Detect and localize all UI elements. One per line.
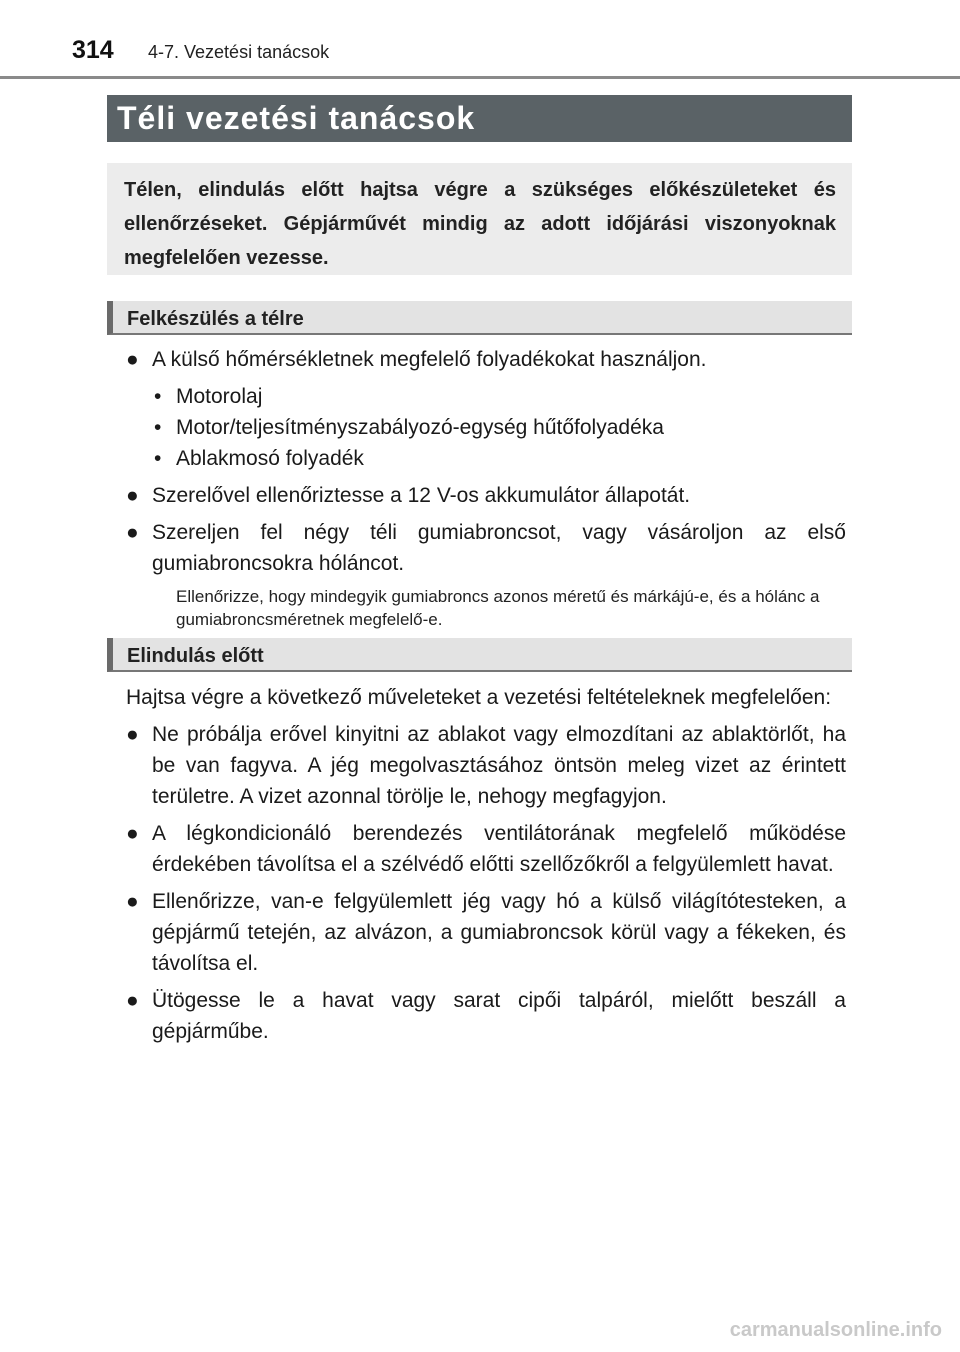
page-number: 314: [72, 36, 114, 64]
intro-box: Télen, elindulás előtt hajtsa végre a szükséges előkészületeket és ellenőrzéseket. Gépjárművét mindig az adott időjárási viszonyoknak megfelelően vezesse.: [107, 163, 852, 275]
bullet-icon: ●: [126, 348, 139, 371]
list-item: [126, 517, 846, 579]
page-header: [0, 30, 960, 82]
section-before-start: [126, 682, 846, 1053]
sub-list-item: [126, 412, 846, 443]
sub-list-item: [126, 443, 846, 474]
sub-item-text: Ablakmosó folyadék: [176, 447, 364, 470]
item-text: Ellenőrizze, van-e felgyülemlett jég vagy hó a külső világítótesteken, a gépjármű tetején, az alvázon, a gumiabroncsok körül vagy a fékeken, és távolítsa el.: [152, 890, 846, 975]
sub-list-item: [126, 381, 846, 412]
item-text: A légkondicionáló berendezés ventilátorának megfelelő működése érdekében távolítsa el a szélvédő előtti szellőzőkről a felgyülemlett havat.: [152, 822, 846, 876]
item-text: Szereljen fel négy téli gumiabroncsot, vagy vásároljon az első gumiabroncsokra hóláncot.: [152, 521, 846, 575]
bullet-icon: ●: [126, 723, 139, 746]
bullet-icon: ●: [126, 521, 139, 544]
list-item: [126, 818, 846, 880]
item-text: Szerelővel ellenőriztesse a 12 V-os akkumulátor állapotát.: [152, 484, 691, 507]
list-item: [126, 719, 846, 812]
section-breadcrumb: 4-7. Vezetési tanácsok: [148, 42, 330, 62]
page-title: Téli vezetési tanácsok: [107, 95, 852, 142]
bullet-icon: ●: [126, 822, 139, 845]
list-item: [126, 985, 846, 1047]
header-divider: [0, 76, 960, 79]
bullet-icon: ●: [126, 484, 139, 507]
sub-item-text: Motorolaj: [176, 385, 263, 408]
bullet-icon: ●: [126, 890, 139, 913]
subheading-before-start: Elindulás előtt: [107, 638, 852, 672]
watermark: carmanualsonline.info: [729, 1319, 942, 1341]
bullet-icon: ●: [126, 989, 139, 1012]
sub-bullet-icon: •: [154, 447, 162, 470]
item-text: Ütögesse le a havat vagy sarat cipői talpáról, mielőtt beszáll a gépjárműbe.: [152, 989, 846, 1043]
section-preparation: [126, 344, 846, 631]
item-text: Ne próbálja erővel kinyitni az ablakot vagy elmozdítani az ablaktörlőt, ha be van fagyva. A jég megolvasztásához öntsön meleg vizet az érintett területre. A vizet azonnal törölje le, nehogy megfagyjon.: [152, 723, 846, 808]
sub-item-text: Motor/teljesítményszabályozó-egység hűtőfolyadéka: [176, 416, 664, 439]
lead-text: Hajtsa végre a következő műveleteket a vezetési feltételeknek megfelelően:: [126, 686, 832, 709]
sub-bullet-icon: •: [154, 385, 162, 408]
subheading-preparation: Felkészülés a télre: [107, 301, 852, 335]
list-item: [126, 480, 846, 511]
note-text: Ellenőrizze, hogy mindegyik gumiabroncs azonos méretű és márkájú-e, és a hólánc a gumiabroncsméretnek megfelelő-e.: [176, 587, 820, 629]
item-text: A külső hőmérsékletnek megfelelő folyadékokat használjon.: [152, 348, 707, 371]
sub-bullet-icon: •: [154, 416, 162, 439]
list-item: [126, 344, 846, 375]
list-item: [126, 886, 846, 979]
